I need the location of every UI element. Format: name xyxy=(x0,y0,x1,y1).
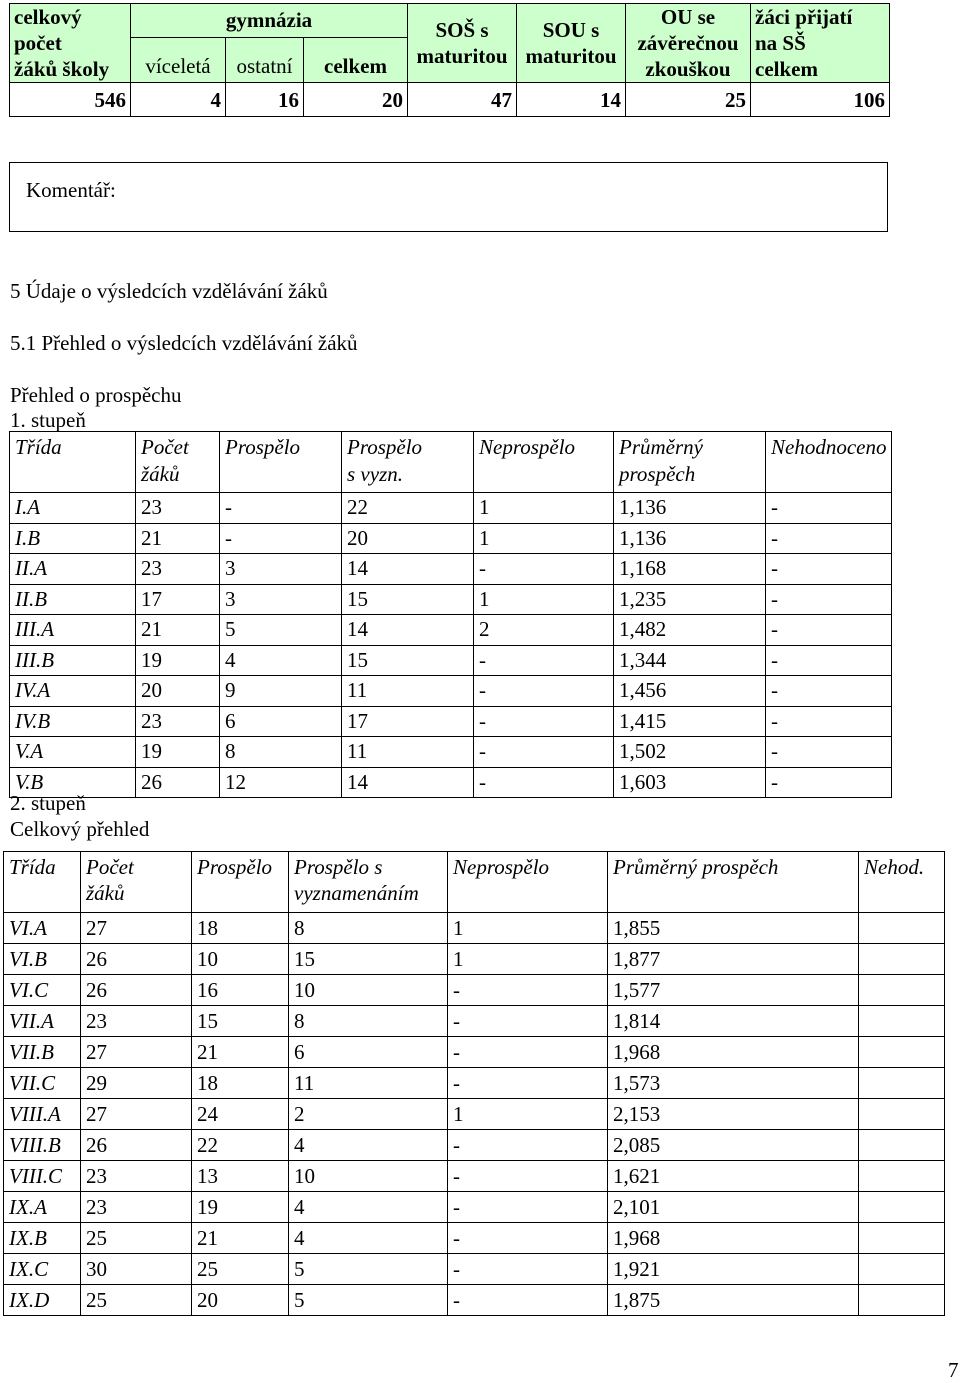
table-cell: 18 xyxy=(192,1068,289,1099)
table-cell: - xyxy=(448,1130,608,1161)
table-cell: 21 xyxy=(192,1223,289,1254)
table-cell: 23 xyxy=(136,706,220,737)
table-cell: 1,877 xyxy=(608,944,859,975)
cell-trida: IX.D xyxy=(4,1285,81,1316)
value-sos: 47 xyxy=(408,83,517,117)
table-cell: 1,855 xyxy=(608,913,859,944)
header-neprospelo: Neprospělo xyxy=(474,432,614,493)
stupen-1-label: 1. stupeň xyxy=(10,408,86,432)
prehled-heading: Přehled o prospěchu xyxy=(10,383,182,407)
header-neprospelo: Neprospělo xyxy=(448,852,608,913)
table-cell: 19 xyxy=(136,737,220,768)
table-cell: 4 xyxy=(289,1192,448,1223)
table-cell: 2 xyxy=(289,1099,448,1130)
table-cell: 21 xyxy=(136,615,220,646)
table-cell: 27 xyxy=(81,1037,192,1068)
table-cell: 20 xyxy=(342,523,474,554)
table-cell: 1,573 xyxy=(608,1068,859,1099)
table-cell: 1,603 xyxy=(614,767,766,798)
value-prijati: 106 xyxy=(751,83,890,117)
table-cell: - xyxy=(766,584,892,615)
table-cell: 1,235 xyxy=(614,584,766,615)
table-cell: 10 xyxy=(289,1161,448,1192)
table-cell xyxy=(859,1099,945,1130)
table-cell: 1,136 xyxy=(614,523,766,554)
table-cell: 14 xyxy=(342,554,474,585)
table-cell: - xyxy=(220,493,342,524)
table-row xyxy=(10,737,892,768)
header-prumer: Průměrný prospěch xyxy=(608,852,859,913)
stupen-2-label: 2. stupeň xyxy=(10,791,86,815)
table-cell: 1 xyxy=(448,1099,608,1130)
section-heading-5: 5 Údaje o výsledcích vzdělávání žáků xyxy=(10,279,328,303)
table-cell: 26 xyxy=(81,1130,192,1161)
table-cell: 14 xyxy=(342,615,474,646)
table-cell: 15 xyxy=(289,944,448,975)
table-cell: 18 xyxy=(192,913,289,944)
table-cell: 20 xyxy=(136,676,220,707)
table-row xyxy=(10,523,892,554)
table-cell: 1,577 xyxy=(608,975,859,1006)
table-cell: 4 xyxy=(289,1223,448,1254)
table-cell xyxy=(859,944,945,975)
table-cell: 30 xyxy=(81,1254,192,1285)
table-cell: - xyxy=(474,767,614,798)
header-pocet: Počet žáků xyxy=(136,432,220,493)
header-ou: OU se závěrečnou zkouškou xyxy=(626,4,751,83)
table-cell: 2,085 xyxy=(608,1130,859,1161)
table-cell: - xyxy=(448,1037,608,1068)
table-cell: - xyxy=(766,767,892,798)
table-cell: 1 xyxy=(474,493,614,524)
table-cell: 15 xyxy=(192,1006,289,1037)
cell-trida: VI.A xyxy=(4,913,81,944)
table-row xyxy=(4,1192,945,1223)
table-cell xyxy=(859,1037,945,1068)
grade-table-2 xyxy=(3,851,945,1316)
table-cell: 16 xyxy=(192,975,289,1006)
table-cell: - xyxy=(448,1192,608,1223)
table-cell: - xyxy=(448,1006,608,1037)
header-pocet: Počet žáků xyxy=(81,852,192,913)
value-sou: 14 xyxy=(517,83,626,117)
header-prijati: žáci přijatí na SŠ celkem xyxy=(751,4,890,83)
table-cell: 23 xyxy=(136,554,220,585)
table-cell: 21 xyxy=(192,1037,289,1068)
table-cell: 15 xyxy=(342,645,474,676)
grade-table-1 xyxy=(9,431,892,798)
table-cell: 23 xyxy=(81,1006,192,1037)
table-cell: 19 xyxy=(192,1192,289,1223)
table-row xyxy=(4,1223,945,1254)
header-trida: Třída xyxy=(4,852,81,913)
table-row xyxy=(4,913,945,944)
table-cell: 2 xyxy=(474,615,614,646)
table-cell xyxy=(859,975,945,1006)
cell-trida: V.B xyxy=(10,767,136,798)
table-row xyxy=(4,1068,945,1099)
cell-trida: IV.A xyxy=(10,676,136,707)
value-celkovy: 546 xyxy=(10,83,131,117)
table-row xyxy=(10,645,892,676)
table-cell: 1,921 xyxy=(608,1254,859,1285)
summary-table xyxy=(9,3,890,117)
table-cell xyxy=(859,1254,945,1285)
header-sou: SOU s maturitou xyxy=(517,4,626,83)
table-row xyxy=(4,1254,945,1285)
cell-trida: VII.B xyxy=(4,1037,81,1068)
header-prumer: Průměrný prospěch xyxy=(614,432,766,493)
cell-trida: II.B xyxy=(10,584,136,615)
table-cell xyxy=(859,913,945,944)
table-row xyxy=(4,944,945,975)
cell-trida: VIII.A xyxy=(4,1099,81,1130)
table-cell: - xyxy=(766,615,892,646)
table-row xyxy=(4,1285,945,1316)
table-cell: 11 xyxy=(289,1068,448,1099)
table-cell: - xyxy=(766,645,892,676)
celkovy-prehled-label: Celkový přehled xyxy=(10,817,150,841)
cell-trida: III.B xyxy=(10,645,136,676)
table-header-row xyxy=(10,432,892,493)
cell-trida: I.B xyxy=(10,523,136,554)
table-cell: 1 xyxy=(474,523,614,554)
table-row xyxy=(10,493,892,524)
cell-trida: VII.A xyxy=(4,1006,81,1037)
table-cell: 29 xyxy=(81,1068,192,1099)
table-cell: 23 xyxy=(81,1161,192,1192)
header-prospelo: Prospělo xyxy=(220,432,342,493)
cell-trida: VI.B xyxy=(4,944,81,975)
table-cell: 9 xyxy=(220,676,342,707)
header-trida: Třída xyxy=(10,432,136,493)
cell-trida: III.A xyxy=(10,615,136,646)
cell-trida: IX.C xyxy=(4,1254,81,1285)
table-cell xyxy=(859,1006,945,1037)
header-sos: SOŠ s maturitou xyxy=(408,4,517,83)
table-row xyxy=(10,676,892,707)
table-cell xyxy=(859,1161,945,1192)
cell-trida: IX.A xyxy=(4,1192,81,1223)
table-cell: 6 xyxy=(289,1037,448,1068)
table-cell: 1,344 xyxy=(614,645,766,676)
table-row xyxy=(4,1006,945,1037)
table-cell: 5 xyxy=(220,615,342,646)
table-cell: 13 xyxy=(192,1161,289,1192)
cell-trida: VII.C xyxy=(4,1068,81,1099)
table-cell: 1,456 xyxy=(614,676,766,707)
table-row xyxy=(10,767,892,798)
table-cell: 11 xyxy=(342,737,474,768)
table-cell: 22 xyxy=(342,493,474,524)
table-cell: 5 xyxy=(289,1254,448,1285)
cell-trida: II.A xyxy=(10,554,136,585)
table-cell: 1,968 xyxy=(608,1223,859,1254)
table-cell: - xyxy=(220,523,342,554)
table-cell: 15 xyxy=(342,584,474,615)
table-cell: 1 xyxy=(448,944,608,975)
table-cell: 25 xyxy=(192,1254,289,1285)
value-viceleta: 4 xyxy=(131,83,226,117)
table-cell: 1,502 xyxy=(614,737,766,768)
table-cell xyxy=(859,1192,945,1223)
table-cell: 1 xyxy=(474,584,614,615)
table-cell: 8 xyxy=(220,737,342,768)
table-row xyxy=(4,1037,945,1068)
table-cell: 12 xyxy=(220,767,342,798)
table-cell: 10 xyxy=(192,944,289,975)
table-cell: 17 xyxy=(342,706,474,737)
table-row xyxy=(10,584,892,615)
table-cell xyxy=(859,1068,945,1099)
value-ou: 25 xyxy=(626,83,751,117)
header-prospelo-vyzn: Prospělo s vyzn. xyxy=(342,432,474,493)
table-cell: - xyxy=(448,1161,608,1192)
table-cell: 14 xyxy=(342,767,474,798)
comment-label: Komentář: xyxy=(26,178,116,202)
table-cell: - xyxy=(474,554,614,585)
table-cell: 4 xyxy=(220,645,342,676)
table-cell: 27 xyxy=(81,913,192,944)
table-cell: 8 xyxy=(289,913,448,944)
table-cell: - xyxy=(766,493,892,524)
table-cell: 20 xyxy=(192,1285,289,1316)
table-cell: 8 xyxy=(289,1006,448,1037)
table-cell: 25 xyxy=(81,1223,192,1254)
table-cell: - xyxy=(474,706,614,737)
table-cell: 26 xyxy=(81,944,192,975)
table-cell xyxy=(859,1130,945,1161)
table-cell: 3 xyxy=(220,554,342,585)
cell-trida: VIII.C xyxy=(4,1161,81,1192)
table-cell: - xyxy=(766,554,892,585)
header-prospelo-vyzn: Prospělo s vyznamenáním xyxy=(289,852,448,913)
table-cell: 1,621 xyxy=(608,1161,859,1192)
table-row xyxy=(4,1099,945,1130)
table-cell: 10 xyxy=(289,975,448,1006)
comment-box xyxy=(9,162,888,232)
table-cell: 1 xyxy=(448,913,608,944)
table-cell: 5 xyxy=(289,1285,448,1316)
table-cell: 22 xyxy=(192,1130,289,1161)
table-cell: 1,814 xyxy=(608,1006,859,1037)
table-cell: 1,482 xyxy=(614,615,766,646)
table-row xyxy=(4,975,945,1006)
table-cell: 1,415 xyxy=(614,706,766,737)
cell-trida: I.A xyxy=(10,493,136,524)
header-celkovy-pocet: celkový počet žáků školy xyxy=(10,4,131,83)
table-cell: - xyxy=(448,1254,608,1285)
table-cell: - xyxy=(448,1285,608,1316)
header-prospelo: Prospělo xyxy=(192,852,289,913)
table-row xyxy=(4,1161,945,1192)
cell-trida: VIII.B xyxy=(4,1130,81,1161)
table-cell: - xyxy=(448,1223,608,1254)
table-cell: 2,101 xyxy=(608,1192,859,1223)
table-header-row xyxy=(4,852,945,913)
cell-trida: IX.B xyxy=(4,1223,81,1254)
table-cell: 27 xyxy=(81,1099,192,1130)
table-cell: 3 xyxy=(220,584,342,615)
header-nehodnoceno: Nehodnoceno xyxy=(766,432,892,493)
table-cell: - xyxy=(448,1068,608,1099)
table-cell: 11 xyxy=(342,676,474,707)
table-cell: - xyxy=(766,706,892,737)
cell-trida: IV.B xyxy=(10,706,136,737)
table-cell: 1,968 xyxy=(608,1037,859,1068)
table-cell: 25 xyxy=(81,1285,192,1316)
table-cell: - xyxy=(766,676,892,707)
page-number: 7 xyxy=(948,1358,959,1382)
table-cell: 4 xyxy=(289,1130,448,1161)
table-cell: 23 xyxy=(81,1192,192,1223)
table-cell: 19 xyxy=(136,645,220,676)
table-cell: 26 xyxy=(136,767,220,798)
table-cell xyxy=(859,1223,945,1254)
table-cell: 1,875 xyxy=(608,1285,859,1316)
table-cell: - xyxy=(766,523,892,554)
table-cell: - xyxy=(474,645,614,676)
table-cell: 2,153 xyxy=(608,1099,859,1130)
table-cell: 1,168 xyxy=(614,554,766,585)
table-cell: - xyxy=(474,737,614,768)
table-cell: 21 xyxy=(136,523,220,554)
value-gym-celkem: 20 xyxy=(304,83,408,117)
table-cell: 1,136 xyxy=(614,493,766,524)
table-cell: 6 xyxy=(220,706,342,737)
table-row xyxy=(10,554,892,585)
header-nehodnoceno: Nehod. xyxy=(859,852,945,913)
cell-trida: VI.C xyxy=(4,975,81,1006)
table-cell: 26 xyxy=(81,975,192,1006)
table-row xyxy=(4,1130,945,1161)
section-heading-5-1: 5.1 Přehled o výsledcích vzdělávání žáků xyxy=(10,331,358,355)
table-cell: - xyxy=(766,737,892,768)
table-cell: - xyxy=(474,676,614,707)
table-cell: 23 xyxy=(136,493,220,524)
table-row xyxy=(10,615,892,646)
table-cell: 17 xyxy=(136,584,220,615)
table-cell: 24 xyxy=(192,1099,289,1130)
cell-trida: V.A xyxy=(10,737,136,768)
table-row xyxy=(10,706,892,737)
header-gymnazia: gymnázia víceletá ostatní celkem xyxy=(131,4,408,83)
table-cell xyxy=(859,1285,945,1316)
value-ostatni: 16 xyxy=(226,83,304,117)
table-cell: - xyxy=(448,975,608,1006)
